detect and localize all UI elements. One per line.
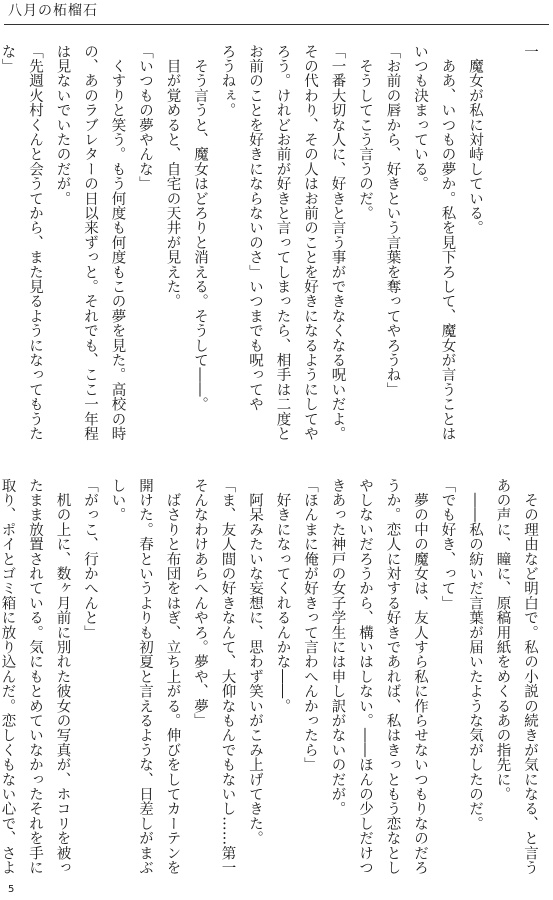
text-line: ばさりと布団をはぎ、立ち上がる。伸びをしてカーテンを	[164, 478, 181, 875]
text-line: うか。恋人に対する好きであれば、私はきっともう恋なとし	[384, 478, 401, 875]
text-line: その理由など明白で。私の小説の続きが気になる、と言う	[522, 478, 538, 875]
text-line: 「いつもの夢やんな」	[137, 44, 153, 191]
text-line: 「でも好き、って」	[439, 478, 456, 611]
page-number: 5	[8, 884, 15, 895]
upper-text-block	[0, 44, 543, 444]
text-line: 開けた。春というよりも初夏と言えるような、日差しがまぶ	[137, 478, 153, 875]
text-line: 取り、ポイとゴミ箱に放り込んだ。恋しくもない心で、さよ	[0, 478, 16, 875]
text-line: そう言うと、魔女はどろりと消える。そうして――。	[192, 44, 208, 412]
text-line: 「がっこ、行かへんと」	[82, 478, 98, 640]
text-line: 「お前の唇から、好きという言葉を奪ってやろうね」	[384, 44, 401, 397]
running-header: 八月の柘榴石	[8, 3, 98, 19]
text-line: しい。	[109, 478, 126, 523]
text-line: 「一番大切な人に、好きと言う事ができなくなる呪いだよ。	[329, 44, 346, 441]
text-line: 目が覚めると、自宅の天井が見えた。	[164, 44, 181, 309]
text-line: 魔女が私に対峙している。	[467, 44, 483, 236]
text-line: ろう。けれどお前が好きと言ってしまったら、相手は二度と	[274, 44, 291, 441]
text-line	[488, 44, 516, 444]
text-line: たまま放置されている。気にもとめていなかったそれを手に	[27, 478, 43, 875]
text-line: 阿呆みたいな妄想に、思わず笑いがこみ上げてきた。	[247, 478, 263, 846]
text-line: な」	[0, 44, 16, 74]
text-line: 夢の中の魔女は、友人すら私に作らせないつもりなのだろ	[412, 478, 428, 875]
text-line: あの声に、瞳に、原稿用紙をめくるあの指先に。	[494, 478, 511, 802]
text-line: 一	[522, 44, 538, 59]
text-line: いつも決まっている。	[412, 44, 428, 191]
text-line: お前のことを好きにならないのさ」いつまでも呪ってや	[247, 44, 263, 412]
text-line: ああ、いつもの夢か。私を見下ろして、魔女が言うことは	[439, 44, 456, 441]
text-line: 「ま、友人間の好きなんて、大仰なもんでもないし……第一	[219, 478, 236, 875]
text-line: きあった神戸の女子学生には申し訳がないのだが。	[329, 478, 346, 817]
lower-text-block	[0, 478, 543, 888]
text-line: そうしてこう言うのだ。	[357, 44, 373, 221]
text-line: そんなわけあらへんやろ。夢や、夢」	[192, 478, 208, 728]
text-line: 机の上に、数ヶ月前に別れた彼女の写真が、ホコリを被っ	[54, 478, 71, 875]
text-line: ろうねぇ。	[219, 44, 236, 118]
header-rule	[4, 24, 549, 25]
text-line: ――私の紡いだ言葉が届いたような気がしたのだ。	[467, 478, 483, 831]
text-line: 「ほんまに俺が好きって言わへんかったら」	[302, 478, 318, 772]
text-line: やしないだろうから、構いはしない。――ほんの少しだけつ	[357, 478, 373, 875]
text-line: その代わり、その人はお前のことを好きになるようにしてや	[302, 44, 318, 441]
text-line: くすりと笑う。もう何度も何度もこの夢を見た。高校の時	[109, 44, 126, 441]
text-line: 好きになってくれるんかな――。	[274, 478, 291, 714]
text-line: 「先週火村くんと会うてから、また見るようになってもうた	[27, 44, 43, 441]
text-line: の、あのラブレターの日以来ずっと。それでも、ここ一年程	[82, 44, 98, 441]
text-line: は見ないでいたのだが。	[54, 44, 71, 206]
